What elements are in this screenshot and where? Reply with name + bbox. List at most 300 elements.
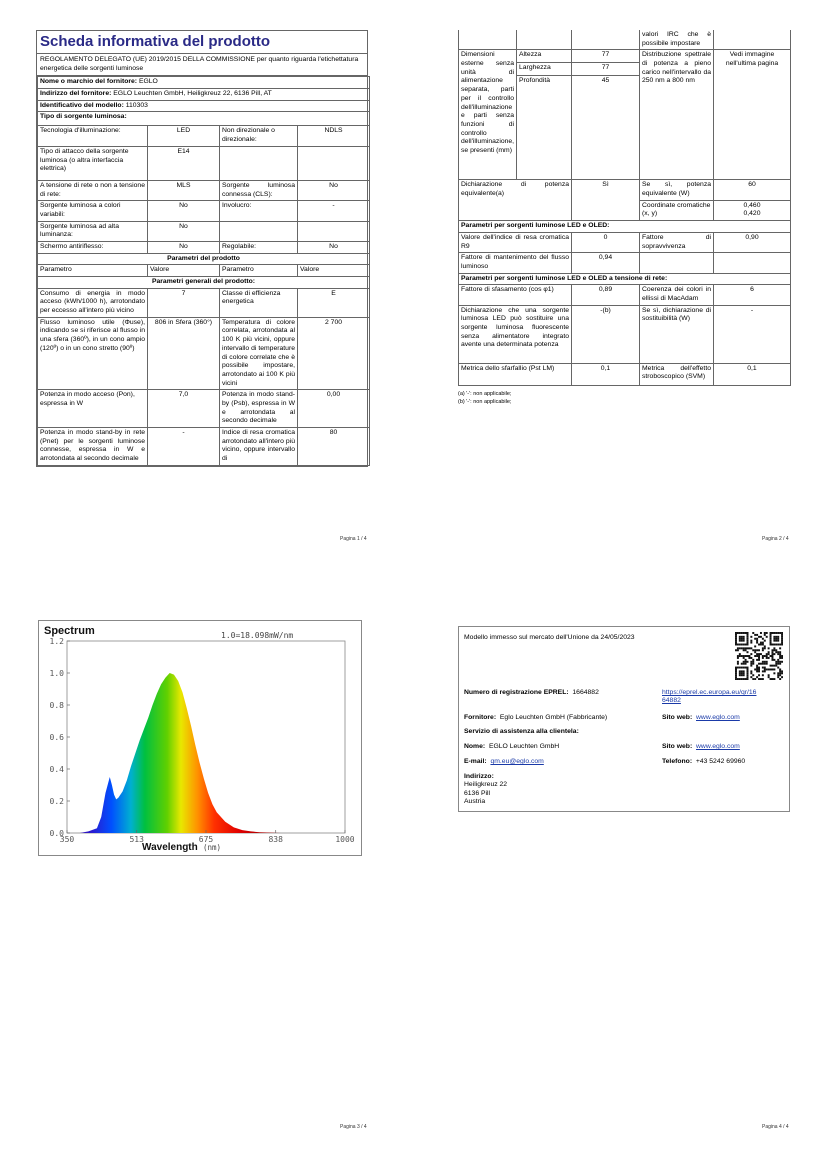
disp-value: 0,89 [572, 285, 640, 305]
glare-label: Schermo antiriflesso: [38, 241, 148, 253]
qr-module [760, 632, 762, 634]
qr-module [762, 647, 764, 649]
qr-module [741, 632, 743, 634]
qr-module [737, 678, 739, 680]
qr-module [760, 678, 762, 680]
qr-module [762, 638, 764, 640]
phone-label: Telefono: [662, 758, 693, 765]
qr-module [768, 651, 770, 653]
qr-module [758, 649, 760, 651]
product-info-table [37, 76, 370, 465]
qr-module [735, 649, 737, 651]
qr-module [771, 665, 773, 667]
website2-label: Sito web: [662, 743, 693, 750]
qr-module [756, 634, 758, 636]
address-line-2: 6136 Pill [464, 789, 491, 797]
qr-module [750, 653, 752, 655]
y-tick-label: 0.4 [49, 765, 64, 774]
qr-module [779, 655, 781, 657]
qr-module [768, 647, 770, 649]
qr-module [737, 647, 739, 649]
qr-module [743, 670, 745, 672]
qr-module [779, 670, 781, 672]
qr-module [762, 649, 764, 651]
qr-module [764, 670, 766, 672]
qr-module [739, 638, 741, 640]
name-value: EGLO Leuchten GmbH [488, 743, 560, 750]
qr-module [775, 649, 777, 651]
page-number-2: Pagina 2 / 4 [762, 536, 789, 542]
cls-value: No [298, 180, 370, 200]
qr-module [762, 642, 764, 644]
qr-module [777, 636, 779, 638]
qr-module [756, 659, 758, 661]
qr-module [745, 661, 747, 663]
qr-module [762, 663, 764, 665]
flicker-label: Metrica dello sfarfallio (Pst LM) [459, 363, 572, 385]
qr-module [777, 640, 779, 642]
qr-module [777, 651, 779, 653]
qr-module [754, 645, 756, 647]
qr-module [756, 668, 758, 670]
qr-module [766, 663, 768, 665]
qr-module [756, 640, 758, 642]
qr-module [754, 649, 756, 651]
x-tick-label: 675 [198, 835, 214, 844]
qr-module [739, 678, 741, 680]
qr-module [741, 636, 743, 638]
supplier-label: Fornitore: [464, 714, 497, 721]
qr-module [756, 676, 758, 678]
qr-module [768, 676, 770, 678]
qr-module [745, 678, 747, 680]
qr-module [775, 663, 777, 665]
y-tick-label: 0.8 [49, 701, 64, 710]
supplier-address-label: Indirizzo del fornitore: [40, 90, 112, 98]
spectrum-area [67, 673, 345, 833]
qr-module [739, 674, 741, 676]
pon-value: 7,0 [148, 390, 220, 428]
cct-value: 2 700 [298, 317, 370, 390]
eprel-url-link[interactable]: https://eprel.ec.europa.eu/qr/16 64882 [662, 689, 757, 705]
page-title: Scheda informativa del prodotto [37, 31, 367, 54]
width-value: 77 [572, 63, 640, 76]
replw-value: - [714, 305, 791, 363]
footnotes [458, 390, 790, 407]
qr-module [771, 655, 773, 657]
qr-module [768, 674, 770, 676]
qr-module [745, 659, 747, 661]
qr-module [741, 663, 743, 665]
qr-module [756, 667, 758, 669]
nondir-value: NDLS [298, 126, 370, 146]
page-2 [458, 30, 790, 406]
hl-value: No [148, 221, 220, 241]
qr-module [766, 655, 768, 657]
macadam-label: Coerenza dei colori in ellissi di MacAdam [640, 285, 714, 305]
envelope-label: Involucro: [220, 201, 298, 221]
qr-module [762, 657, 764, 659]
psb-label: Potenza in modo stand-by (Psb), espressa in W e arrotondata al secondo decimale [220, 390, 298, 428]
y-tick-label: 1.0 [49, 669, 64, 678]
address-line-3: Austria [464, 798, 486, 806]
qr-module [773, 647, 775, 649]
qr-module [748, 647, 750, 649]
qr-module [781, 634, 783, 636]
qr-module [741, 647, 743, 649]
qr-module [743, 667, 745, 669]
qr-module [773, 640, 775, 642]
qr-module [758, 674, 760, 676]
x-tick-label: 350 [59, 835, 75, 844]
qr-module [743, 655, 745, 657]
qr-module [735, 674, 737, 676]
qr-module [764, 647, 766, 649]
depth-value: 45 [572, 76, 640, 180]
qr-module [764, 640, 766, 642]
cls-label: Sorgente luminosa connessa (CLS): [220, 180, 298, 200]
model-id: 110303 [125, 101, 148, 109]
qr-module [754, 638, 756, 640]
qr-module [773, 636, 775, 638]
qr-module [743, 661, 745, 663]
qr-module [735, 670, 737, 672]
address-line-1: Heiligkreuz 22 [464, 781, 508, 789]
mains-value: MLS [148, 180, 220, 200]
qr-module [750, 647, 752, 649]
qr-module [762, 674, 764, 676]
eprel-reg-number: 1664882 [572, 689, 599, 696]
eq-value: Sì [572, 180, 640, 221]
qr-module [747, 642, 749, 644]
header-value-2: Valore [298, 265, 370, 277]
eq-label: Dichiarazione di potenza equivalente(a) [459, 180, 572, 221]
supplier-name-label: Nome o marchio del fornitore: [40, 78, 138, 86]
cct-label: Temperatura di colore correlata, arrotondata al 100 K più vicini, oppure intervallo di temperature di colore correlate che è possibile impostare, arrotondato ai 100 K più vicini [220, 317, 298, 390]
qr-module [762, 661, 764, 663]
qr-module [773, 668, 775, 670]
qr-module [781, 640, 783, 642]
qr-module [758, 644, 760, 646]
led-mains-heading: Parametri per sorgenti luminose LED e OLED a tensione di rete: [459, 273, 791, 285]
model-label: Identificativo del modello: [40, 101, 124, 109]
qr-module [779, 651, 781, 653]
surv-label: Fattore di sopravvivenza [640, 232, 714, 252]
y-tick-label: 0.0 [49, 829, 64, 838]
light-source-type-heading: Tipo di sorgente luminosa: [38, 112, 370, 126]
qr-module [752, 632, 754, 634]
cri-label: Indice di resa cromatica arrotondato all'intero più vicino, oppure intervallo di [220, 428, 298, 466]
qr-module [758, 678, 760, 680]
qr-module [756, 665, 758, 667]
qr-module [758, 636, 760, 638]
qr-module [758, 668, 760, 670]
qr-module [770, 636, 772, 638]
qr-module [758, 663, 760, 665]
qr-module [762, 655, 764, 657]
qr-module [762, 678, 764, 680]
mains-label: A tensione di rete o non a tensione di rete: [38, 180, 148, 200]
page-1 [36, 30, 368, 467]
address-label: Indirizzo: [464, 773, 494, 780]
qr-module [781, 670, 783, 672]
width-label: Larghezza [517, 63, 572, 76]
qr-module [773, 644, 775, 646]
qr-module [756, 670, 758, 672]
qr-module [750, 636, 752, 638]
page-number-4: Pagina 4 / 4 [762, 1124, 789, 1130]
qr-module [739, 655, 741, 657]
qr-module [752, 674, 754, 676]
qr-module [760, 636, 762, 638]
qr-module [754, 651, 756, 653]
qr-module [739, 672, 741, 674]
spd-label: Distribuzione spettrale di potenza a pieno carico nell'intervallo da 250 nm a 800 nm [640, 50, 714, 180]
qr-module [764, 645, 766, 647]
qr-module [779, 661, 781, 663]
qr-module [768, 668, 770, 670]
qr-module [735, 642, 737, 644]
qr-module [741, 640, 743, 642]
tech-value: LED [148, 126, 220, 146]
tech-label: Tecnologia d'illuminazione: [38, 126, 148, 146]
qr-module [768, 657, 770, 659]
qr-module [741, 670, 743, 672]
qr-module [777, 663, 779, 665]
qr-module [762, 670, 764, 672]
qr-module [762, 667, 764, 669]
energy-value: 7 [148, 288, 220, 317]
email-label: E-mail: [464, 758, 487, 765]
page-number-3: Pagina 3 / 4 [340, 1124, 367, 1130]
qr-module [745, 663, 747, 665]
qr-module [745, 644, 747, 646]
x-tick-label: 1000 [335, 835, 355, 844]
qr-module [773, 665, 775, 667]
qr-module [754, 668, 756, 670]
qr-module [739, 644, 741, 646]
qr-module [735, 634, 737, 636]
header-param-2: Parametro [220, 265, 298, 277]
macadam-value: 6 [714, 285, 791, 305]
qr-module [743, 678, 745, 680]
flicker-value: 0,1 [572, 363, 640, 385]
qr-module [739, 670, 741, 672]
qr-module [777, 653, 779, 655]
product-params-heading: Parametri del prodotto [38, 253, 370, 265]
qr-module [745, 655, 747, 657]
qr-module [752, 661, 754, 663]
qr-module [745, 632, 747, 634]
pnet-label: Potenza in modo stand-by in rete (Pnet) per le sorgenti luminose connesse, espressa in W e arrotondata al secondo decimale [38, 428, 148, 466]
qr-module [750, 665, 752, 667]
qr-module [735, 667, 737, 669]
qr-module [758, 653, 760, 655]
spectrum-chart [38, 620, 362, 856]
website2-link[interactable]: www.eglo.com [696, 743, 740, 750]
supplier-name: EGLO [138, 78, 158, 86]
qr-module [747, 678, 749, 680]
dims-label: Dimensioni esterne senza unità di alimentazione separata, parti per il controllo dell'illuminazione e parti senza funzioni di controllo dell'illuminazione, se presenti (mm) [459, 50, 517, 180]
qr-module [781, 676, 783, 678]
qr-module [781, 672, 783, 674]
placed-on-market: Modello immesso sul mercato dell'Unione da 24/05/2023 [464, 634, 635, 641]
qr-module [766, 668, 768, 670]
qr-module [747, 661, 749, 663]
surv-value: 0,90 [714, 232, 791, 252]
qr-module [773, 653, 775, 655]
qr-module [770, 640, 772, 642]
qr-module [758, 667, 760, 669]
y-tick-label: 0.6 [49, 733, 64, 742]
qr-module [754, 655, 756, 657]
qr-module [766, 661, 768, 663]
qr-module [777, 638, 779, 640]
cap-value: E14 [148, 146, 220, 180]
replw-label: Se sì, dichiarazione di sostituibilità (W) [640, 305, 714, 363]
qr-module [771, 632, 773, 634]
qr-module [777, 674, 779, 676]
qr-module [747, 668, 749, 670]
qr-module [756, 642, 758, 644]
product-info-table-2 [458, 30, 791, 386]
qr-module [773, 659, 775, 661]
qr-module [747, 640, 749, 642]
qr-module [771, 649, 773, 651]
website-label: Sito web: [662, 714, 693, 721]
qr-module [743, 649, 745, 651]
x-tick-label: 513 [129, 835, 144, 844]
qr-module [743, 657, 745, 659]
qr-module [747, 672, 749, 674]
qr-module [764, 667, 766, 669]
qr-module [739, 667, 741, 669]
name-label: Nome: [464, 743, 486, 750]
qr-module [739, 636, 741, 638]
qr-module [773, 638, 775, 640]
phone-value: +43 5242 69960 [695, 758, 746, 765]
qr-module [743, 638, 745, 640]
qr-module [770, 655, 772, 657]
led-oled-heading: Parametri per sorgenti luminose LED e OLED: [459, 221, 791, 233]
qr-module [743, 672, 745, 674]
qr-module [775, 661, 777, 663]
qr-module [756, 649, 758, 651]
qr-module [743, 644, 745, 646]
chart-annotation: 1.0=18.098mW/nm [221, 631, 294, 640]
qr-module [762, 644, 764, 646]
qr-module [747, 644, 749, 646]
pon-label: Potenza in modo acceso (Pon), espressa in W [38, 390, 148, 428]
qr-module [758, 659, 760, 661]
class-value: E [298, 288, 370, 317]
qr-module [741, 674, 743, 676]
svm-label: Metrica dell'effetto stroboscopico (SVM) [640, 363, 714, 385]
qr-module [773, 649, 775, 651]
eqw-value: 60 [714, 180, 791, 200]
maint-label: Fattore di mantenimento del flusso luminoso [459, 253, 572, 273]
qr-module [771, 668, 773, 670]
maint-value: 0,94 [572, 253, 640, 273]
qr-module [779, 674, 781, 676]
qr-module [766, 657, 768, 659]
email-link[interactable]: qm.eu@eglo.com [490, 758, 544, 765]
qr-module [739, 653, 741, 655]
footnote-a: (a) '-': non applicabile; [458, 390, 512, 397]
qr-module [737, 663, 739, 665]
qr-module [764, 634, 766, 636]
y-tick-label: 0.2 [49, 797, 64, 806]
energy-label: Consumo di energia in modo acceso (kWh/1000 h), arrotondato per eccesso all'intero più vicino [38, 288, 148, 317]
qr-module [735, 638, 737, 640]
qr-module [770, 634, 772, 636]
qr-module [747, 676, 749, 678]
qr-module [779, 678, 781, 680]
chroma-label: Coordinate cromatiche (x, y) [640, 200, 714, 220]
qr-module [741, 667, 743, 669]
qr-module [747, 634, 749, 636]
qr-module [773, 678, 775, 680]
footnote-b: (b) '-': non applicabile; [458, 398, 512, 405]
qr-module [775, 644, 777, 646]
qr-module [766, 653, 768, 655]
qr-module [747, 651, 749, 653]
qr-module [766, 632, 768, 634]
qr-module [750, 661, 752, 663]
page-number-1: Pagina 1 / 4 [340, 536, 367, 542]
qr-module [756, 638, 758, 640]
qr-module [739, 640, 741, 642]
qr-module [779, 672, 781, 674]
qr-module [775, 632, 777, 634]
qr-module [739, 632, 741, 634]
r9-label: Valore dell'indice di resa cromatica R9 [459, 232, 572, 252]
qr-module [743, 663, 745, 665]
qr-module [771, 644, 773, 646]
qr-module [735, 668, 737, 670]
qr-module [735, 640, 737, 642]
qr-module [741, 644, 743, 646]
qr-module [747, 638, 749, 640]
colour-label: Sorgente luminosa a colori variabili: [38, 201, 148, 221]
x-tick-label: 838 [268, 835, 283, 844]
qr-module [748, 657, 750, 659]
dim-label: Regolabile: [220, 241, 298, 253]
qr-module [760, 642, 762, 644]
qr-module [770, 632, 772, 634]
qr-module [764, 661, 766, 663]
qr-module [758, 655, 760, 657]
psb-value: 0,00 [298, 390, 370, 428]
website-link[interactable]: www.eglo.com [696, 714, 740, 721]
disp-label: Fattore di sfasamento (cos φ1) [459, 285, 572, 305]
qr-module [773, 632, 775, 634]
qr-module [743, 647, 745, 649]
qr-module [750, 642, 752, 644]
qr-module [770, 642, 772, 644]
qr-module [781, 632, 783, 634]
x-axis-label: Wavelength [142, 842, 198, 853]
qr-module [775, 665, 777, 667]
height-label: Altezza [517, 50, 572, 63]
qr-module [760, 663, 762, 665]
qr-module [752, 649, 754, 651]
qr-module [747, 670, 749, 672]
qr-module [743, 640, 745, 642]
qr-module [777, 672, 779, 674]
qr-module [737, 632, 739, 634]
qr-module [760, 653, 762, 655]
